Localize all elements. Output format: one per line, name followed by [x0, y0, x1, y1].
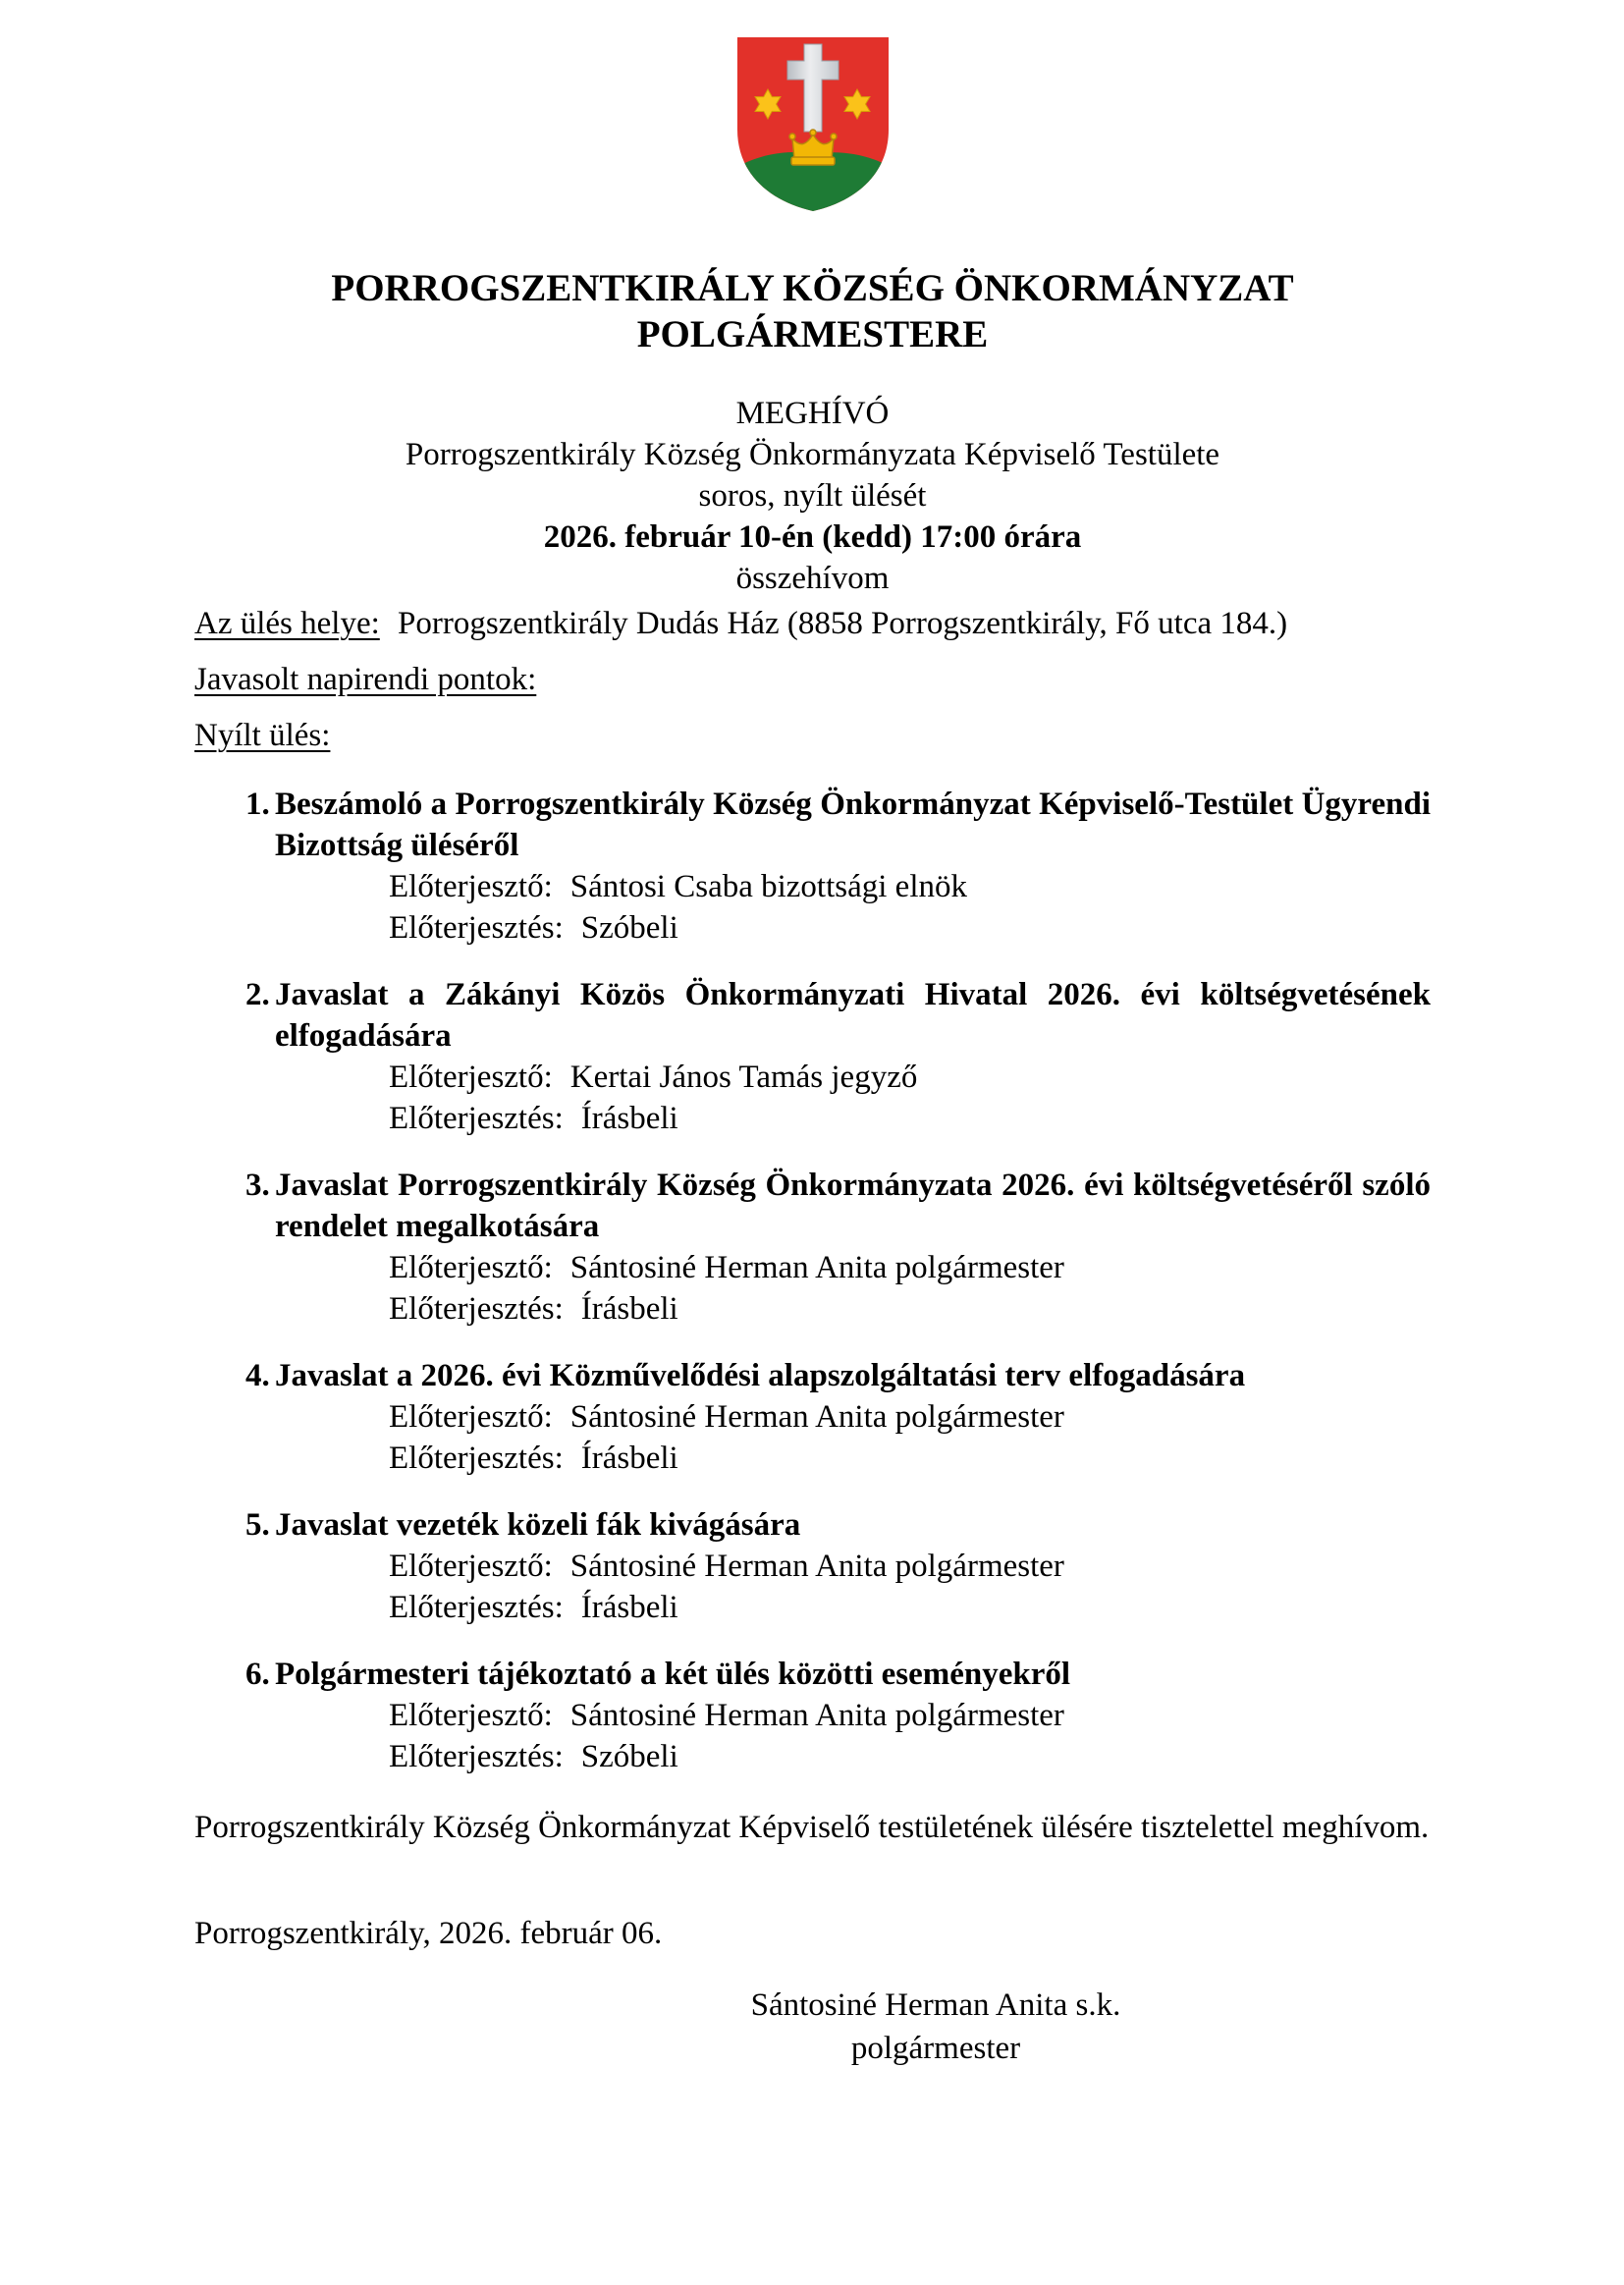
form-label: Előterjesztés:	[389, 1291, 564, 1327]
form-value: Írásbeli	[580, 1101, 678, 1136]
presenter-row	[389, 1057, 1431, 1098]
agenda-item-number: 5.	[245, 1507, 270, 1543]
invitation-datetime: 2026. február 10-én (kedd) 17:00 órára	[543, 519, 1082, 555]
form-value: Írásbeli	[580, 1441, 678, 1476]
presenter-value: Sántosiné Herman Anita polgármester	[569, 1250, 1064, 1285]
agenda-item-number: 4.	[245, 1358, 270, 1393]
meeting-location-value: Porrogszentkirály Dudás Ház (8858 Porrogszentkirály, Fő utca 184.)	[398, 606, 1288, 641]
form-row	[389, 1736, 1431, 1777]
coat-of-arms-icon	[735, 35, 891, 214]
agenda-item-title: Beszámoló a Porrogszentkirály Község Önkormányzat Képviselő-Testület Ügyrendi Bizottság üléséről	[275, 787, 1431, 863]
invitation-block	[194, 393, 1431, 599]
form-value: Szóbeli	[580, 910, 678, 946]
agenda-item-number: 2.	[245, 977, 270, 1012]
presenter-label: Előterjesztő:	[389, 1698, 553, 1733]
presenter-label: Előterjesztő:	[389, 1060, 553, 1095]
org-title	[194, 265, 1431, 357]
presenter-value: Sántosiné Herman Anita polgármester	[569, 1399, 1064, 1435]
form-row	[389, 1438, 1431, 1479]
agenda-item-5	[194, 1504, 1431, 1628]
agenda-item-3	[194, 1165, 1431, 1330]
form-label: Előterjesztés:	[389, 1101, 564, 1136]
org-title-line2: POLGÁRMESTERE	[636, 313, 989, 355]
signature-name: Sántosiné Herman Anita s.k.	[750, 1987, 1121, 2023]
meeting-location-line	[194, 603, 1431, 644]
presenter-value: Kertai János Tamás jegyző	[569, 1060, 918, 1095]
presenter-row	[389, 1695, 1431, 1736]
presenter-row	[389, 1247, 1431, 1288]
presenter-row	[389, 1546, 1431, 1587]
agenda-item-title: Javaslat a Zákányi Közös Önkormányzati Hivatal 2026. évi költségvetésének elfogadására	[275, 977, 1431, 1054]
invitation-verb: összehívom	[735, 561, 890, 596]
form-label: Előterjesztés:	[389, 1441, 564, 1476]
closing-sentence: Porrogszentkirály Község Önkormányzat Képviselő testületének ülésére tisztelettel meghívom.	[194, 1810, 1430, 1845]
invitation-session-line: soros, nyílt ülését	[698, 478, 927, 514]
presenter-row	[389, 1396, 1431, 1438]
form-row	[389, 907, 1431, 949]
form-value: Írásbeli	[580, 1291, 678, 1327]
signature-title: polgármester	[850, 2031, 1021, 2066]
meeting-location-label: Az ülés helye:	[194, 606, 380, 641]
presenter-value: Sántosi Csaba bizottsági elnök	[569, 869, 967, 904]
agenda-item-4	[194, 1355, 1431, 1479]
agenda-item-title: Polgármesteri tájékoztató a két ülés közötti eseményekről	[275, 1657, 1071, 1692]
agenda-item-number: 1.	[245, 787, 270, 822]
signature-block	[725, 1984, 1147, 2070]
presenter-label: Előterjesztő:	[389, 1399, 553, 1435]
form-label: Előterjesztés:	[389, 910, 564, 946]
agenda-item-6	[194, 1654, 1431, 1777]
form-row	[389, 1587, 1431, 1628]
presenter-label: Előterjesztő:	[389, 1549, 553, 1584]
form-label: Előterjesztés:	[389, 1739, 564, 1774]
agenda-item-title: Javaslat a 2026. évi Közművelődési alapszolgáltatási terv elfogadására	[275, 1358, 1246, 1393]
place-date-line: Porrogszentkirály, 2026. február 06.	[194, 1916, 663, 1951]
agenda-heading: Javasolt napirendi pontok:	[194, 662, 537, 697]
presenter-row	[389, 866, 1431, 907]
presenter-label: Előterjesztő:	[389, 1250, 553, 1285]
form-label: Előterjesztés:	[389, 1590, 564, 1625]
invitation-body-line: Porrogszentkirály Község Önkormányzata Képviselő Testülete	[405, 437, 1220, 472]
presenter-label: Előterjesztő:	[389, 869, 553, 904]
form-row	[389, 1288, 1431, 1330]
agenda-item-1	[194, 784, 1431, 949]
org-title-line1: PORROGSZENTKIRÁLY KÖZSÉG ÖNKORMÁNYZAT	[331, 267, 1294, 309]
form-value: Írásbeli	[580, 1590, 678, 1625]
agenda-item-number: 6.	[245, 1657, 270, 1692]
agenda-item-2	[194, 974, 1431, 1139]
presenter-value: Sántosiné Herman Anita polgármester	[569, 1549, 1064, 1584]
form-value: Szóbeli	[580, 1739, 678, 1774]
open-session-heading: Nyílt ülés:	[194, 718, 331, 753]
agenda-item-title: Javaslat Porrogszentkirály Község Önkormányzata 2026. évi költségvetéséről szóló rendelet megalkotására	[275, 1168, 1431, 1244]
invitation-title: MEGHÍVÓ	[735, 396, 890, 431]
presenter-value: Sántosiné Herman Anita polgármester	[569, 1698, 1064, 1733]
form-row	[389, 1098, 1431, 1139]
agenda-item-title: Javaslat vezeték közeli fák kivágására	[275, 1507, 801, 1543]
agenda-item-number: 3.	[245, 1168, 270, 1203]
